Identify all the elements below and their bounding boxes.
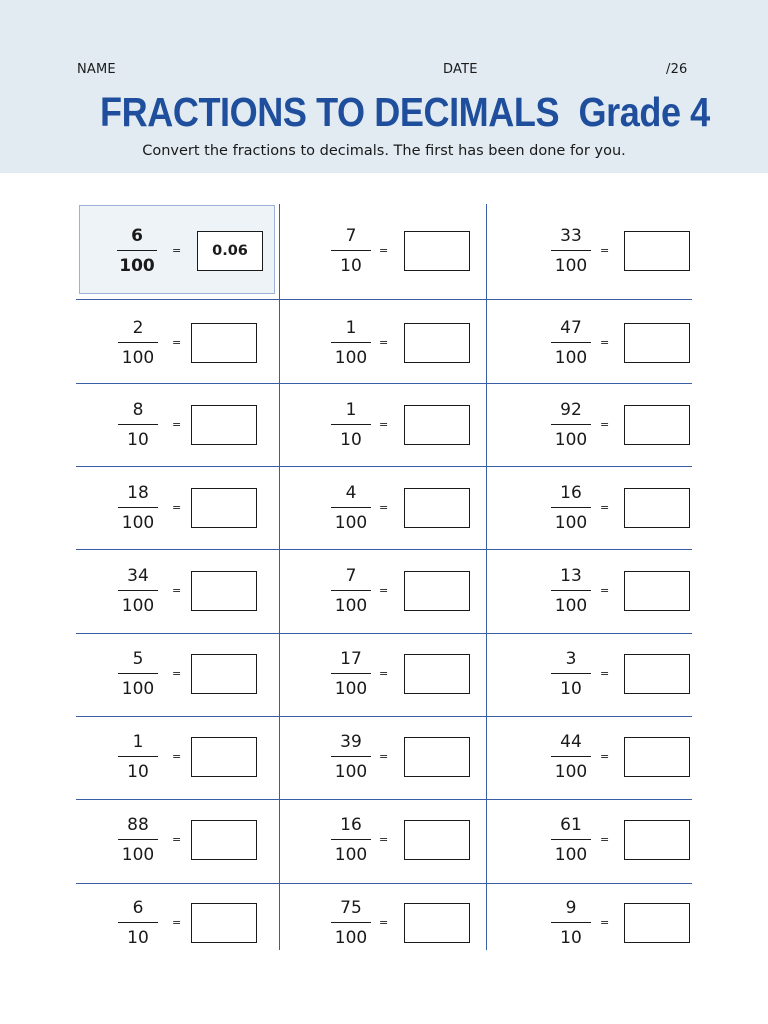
fraction-denominator: 100: [334, 348, 368, 368]
fraction-denominator: 10: [340, 430, 362, 450]
fraction-denominator: 100: [121, 513, 155, 533]
fraction: [331, 898, 371, 948]
row-divider: [76, 633, 692, 634]
equals-sign: =: [379, 916, 389, 929]
answer-box[interactable]: [624, 488, 690, 528]
fraction-numerator: 4: [345, 483, 357, 503]
fraction-numerator: 8: [132, 400, 144, 420]
equals-sign: =: [379, 418, 389, 431]
equals-sign: =: [379, 336, 389, 349]
equals-sign: =: [172, 833, 182, 846]
answer-box[interactable]: [404, 571, 470, 611]
fraction-numerator: 7: [345, 226, 357, 246]
equals-sign: =: [379, 833, 389, 846]
fraction: [118, 649, 158, 699]
answer-box[interactable]: [191, 737, 257, 777]
answer-box[interactable]: [191, 405, 257, 445]
fraction-numerator: 3: [565, 649, 577, 669]
fraction: [551, 732, 591, 782]
fraction: [331, 732, 371, 782]
fraction-numerator: 7: [345, 566, 357, 586]
fraction-bar: [118, 673, 158, 674]
fraction-denominator: 100: [334, 845, 368, 865]
answer-box[interactable]: [404, 820, 470, 860]
fraction-bar: [118, 756, 158, 757]
equals-sign: =: [379, 667, 389, 680]
answer-box[interactable]: [624, 737, 690, 777]
fraction-numerator: 92: [560, 400, 582, 420]
fraction-bar: [551, 756, 591, 757]
fraction-bar: [118, 342, 158, 343]
row-divider: [76, 883, 692, 884]
fraction: [118, 400, 158, 450]
fraction: [117, 226, 157, 276]
answer-box[interactable]: [404, 323, 470, 363]
fraction-denominator: 100: [121, 679, 155, 699]
column-divider: [279, 204, 280, 950]
name-label: NAME: [77, 62, 116, 77]
fraction-denominator: 100: [554, 348, 588, 368]
row-divider: [76, 466, 692, 467]
fraction-bar: [331, 250, 371, 251]
answer-box[interactable]: [624, 903, 690, 943]
answer-box[interactable]: [404, 654, 470, 694]
fraction-denominator: 100: [554, 596, 588, 616]
fraction-bar: [551, 590, 591, 591]
fraction-numerator: 1: [345, 400, 357, 420]
fraction: [331, 566, 371, 616]
fraction-numerator: 1: [345, 318, 357, 338]
fraction-numerator: 17: [340, 649, 362, 669]
equals-sign: =: [379, 501, 389, 514]
fraction-bar: [331, 424, 371, 425]
answer-box[interactable]: [624, 405, 690, 445]
equals-sign: =: [600, 418, 610, 431]
fraction-numerator: 13: [560, 566, 582, 586]
answer-box[interactable]: [624, 654, 690, 694]
fraction-numerator: 6: [132, 898, 144, 918]
equals-sign: =: [172, 418, 182, 431]
fraction-bar: [118, 839, 158, 840]
fraction-bar: [118, 507, 158, 508]
fraction-numerator: 61: [560, 815, 582, 835]
equals-sign: =: [172, 244, 182, 257]
fraction-bar: [551, 922, 591, 923]
fraction-numerator: 18: [127, 483, 149, 503]
fraction-bar: [551, 342, 591, 343]
fraction: [118, 815, 158, 865]
fraction: [551, 318, 591, 368]
fraction-bar: [331, 839, 371, 840]
fraction-denominator: 10: [560, 679, 582, 699]
fraction: [118, 483, 158, 533]
equals-sign: =: [172, 584, 182, 597]
fraction-denominator: 100: [334, 928, 368, 948]
fraction-bar: [118, 590, 158, 591]
page-title: [100, 88, 710, 136]
fraction: [331, 400, 371, 450]
fraction-denominator: 10: [560, 928, 582, 948]
fraction-denominator: 100: [334, 596, 368, 616]
fraction: [551, 815, 591, 865]
answer-box[interactable]: [191, 903, 257, 943]
equals-sign: =: [379, 584, 389, 597]
equals-sign: =: [600, 584, 610, 597]
fraction: [331, 483, 371, 533]
equals-sign: =: [172, 916, 182, 929]
fraction-bar: [331, 342, 371, 343]
equals-sign: =: [600, 501, 610, 514]
fraction-numerator: 2: [132, 318, 144, 338]
equals-sign: =: [172, 501, 182, 514]
answer-box[interactable]: [191, 654, 257, 694]
equals-sign: =: [600, 667, 610, 680]
fraction: [551, 566, 591, 616]
answer-box[interactable]: [404, 231, 470, 271]
fraction-denominator: 10: [127, 430, 149, 450]
answer-box[interactable]: [624, 323, 690, 363]
fraction: [118, 732, 158, 782]
fraction-numerator: 9: [565, 898, 577, 918]
fraction-denominator: 100: [554, 430, 588, 450]
fraction-denominator: 10: [340, 256, 362, 276]
fraction-bar: [331, 507, 371, 508]
fraction: [118, 566, 158, 616]
fraction: [331, 649, 371, 699]
fraction: [551, 898, 591, 948]
score-label: /26: [666, 62, 688, 77]
fraction: [551, 483, 591, 533]
column-divider: [486, 204, 487, 950]
fraction-denominator: 100: [554, 762, 588, 782]
fraction-denominator: 100: [121, 596, 155, 616]
fraction-bar: [551, 250, 591, 251]
grade-label: Grade 4: [578, 89, 710, 135]
equals-sign: =: [600, 244, 610, 257]
equals-sign: =: [172, 336, 182, 349]
fraction-denominator: 100: [121, 348, 155, 368]
answer-box[interactable]: [624, 231, 690, 271]
fraction-bar: [331, 922, 371, 923]
fraction-bar: [331, 756, 371, 757]
fraction-denominator: 100: [334, 679, 368, 699]
fraction-bar: [551, 424, 591, 425]
fraction-numerator: 75: [340, 898, 362, 918]
equals-sign: =: [600, 336, 610, 349]
fraction-denominator: 10: [127, 762, 149, 782]
fraction-bar: [551, 507, 591, 508]
fraction-denominator: 100: [334, 762, 368, 782]
fraction-numerator: 34: [127, 566, 149, 586]
equals-sign: =: [600, 916, 610, 929]
date-label: DATE: [443, 62, 478, 77]
fraction-bar: [117, 250, 157, 251]
row-divider: [76, 716, 692, 717]
instructions: Convert the fractions to decimals. The first has been done for you.: [142, 143, 626, 159]
equals-sign: =: [600, 750, 610, 763]
answer-box[interactable]: [191, 571, 257, 611]
answer-box[interactable]: [404, 737, 470, 777]
fraction: [551, 226, 591, 276]
row-divider: [76, 549, 692, 550]
fraction: [331, 815, 371, 865]
example-answer-box: 0.06: [197, 231, 263, 271]
fraction-bar: [118, 424, 158, 425]
fraction-denominator: 100: [554, 513, 588, 533]
fraction-numerator: 88: [127, 815, 149, 835]
answer-box[interactable]: [404, 488, 470, 528]
fraction-denominator: 100: [119, 256, 155, 276]
fraction-bar: [551, 673, 591, 674]
equals-sign: =: [600, 833, 610, 846]
fraction-bar: [118, 922, 158, 923]
fraction-numerator: 39: [340, 732, 362, 752]
fraction: [118, 898, 158, 948]
answer-box[interactable]: [191, 323, 257, 363]
row-divider: [76, 799, 692, 800]
fraction-denominator: 100: [554, 256, 588, 276]
fraction-numerator: 5: [132, 649, 144, 669]
fraction-numerator: 1: [132, 732, 144, 752]
fraction: [331, 318, 371, 368]
fraction: [331, 226, 371, 276]
answer-box[interactable]: [624, 820, 690, 860]
equals-sign: =: [379, 750, 389, 763]
fraction-numerator: 16: [560, 483, 582, 503]
answer-box[interactable]: [191, 820, 257, 860]
answer-box[interactable]: [404, 405, 470, 445]
fraction-numerator: 6: [131, 226, 143, 246]
fraction-bar: [551, 839, 591, 840]
fraction: [118, 318, 158, 368]
equals-sign: =: [379, 244, 389, 257]
fraction-denominator: 100: [121, 845, 155, 865]
fraction-numerator: 33: [560, 226, 582, 246]
fraction: [551, 649, 591, 699]
fraction-denominator: 100: [334, 513, 368, 533]
equals-sign: =: [172, 750, 182, 763]
answer-box[interactable]: [191, 488, 257, 528]
fraction-numerator: 44: [560, 732, 582, 752]
fraction-denominator: 10: [127, 928, 149, 948]
fraction-bar: [331, 673, 371, 674]
title-text: FRACTIONS TO DECIMALS: [100, 89, 560, 135]
fraction-numerator: 47: [560, 318, 582, 338]
answer-box[interactable]: [624, 571, 690, 611]
fraction-denominator: 100: [554, 845, 588, 865]
fraction-numerator: 16: [340, 815, 362, 835]
fraction: [551, 400, 591, 450]
row-divider: [76, 383, 692, 384]
row-divider: [76, 299, 692, 300]
equals-sign: =: [172, 667, 182, 680]
answer-box[interactable]: [404, 903, 470, 943]
fraction-bar: [331, 590, 371, 591]
